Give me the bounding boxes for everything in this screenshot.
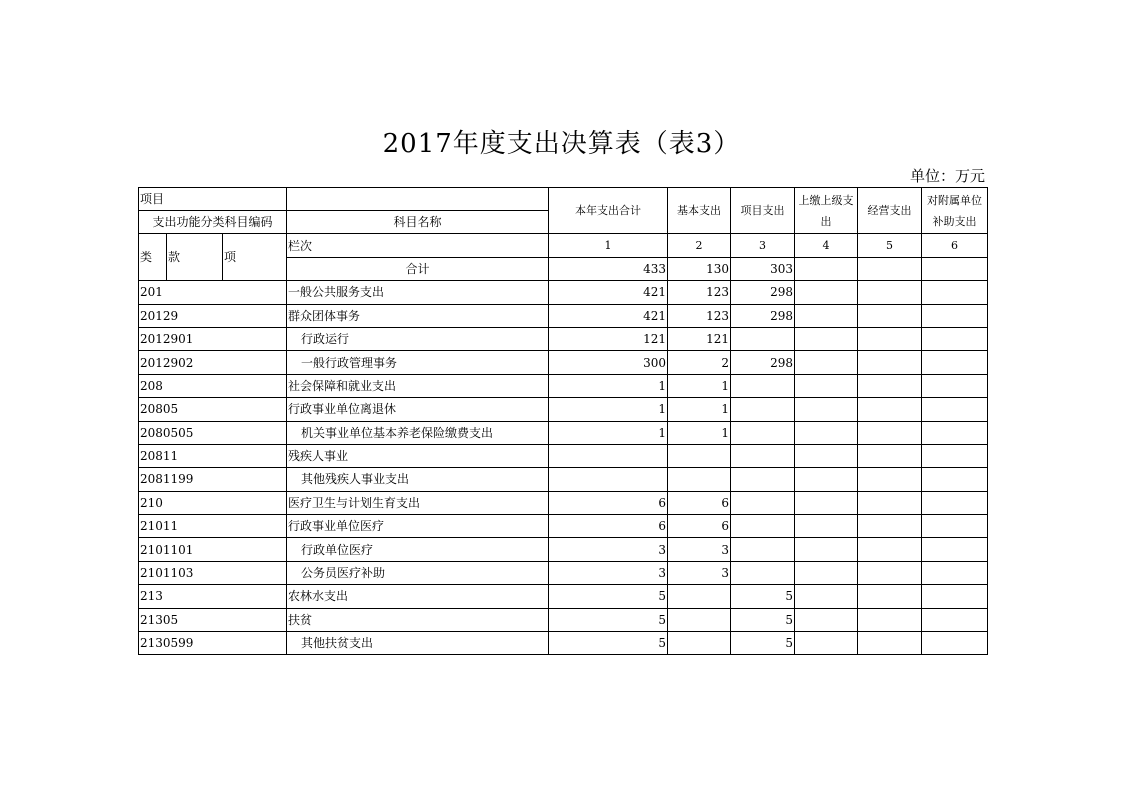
row-subject-name: 行政事业单位医疗: [287, 515, 549, 538]
row-value: [731, 421, 795, 444]
table-row: [139, 421, 988, 444]
row-value: 1: [549, 421, 668, 444]
row-subject-name: 扶贫: [287, 608, 549, 631]
row-value: [922, 538, 988, 561]
total-value: [858, 257, 922, 280]
row-value: 3: [549, 561, 668, 584]
row-value: [858, 515, 922, 538]
row-value: [922, 585, 988, 608]
row-value: [858, 468, 922, 491]
row-value: 421: [549, 281, 668, 304]
row-value: [795, 468, 858, 491]
row-value: [795, 561, 858, 584]
col-header-business: 经营支出: [858, 188, 922, 234]
row-code: 20129: [139, 304, 287, 327]
row-value: [795, 374, 858, 397]
row-code: 2081199: [139, 468, 287, 491]
row-value: 298: [731, 351, 795, 374]
row-value: 3: [668, 538, 731, 561]
row-value: [858, 585, 922, 608]
row-value: [795, 398, 858, 421]
row-value: [795, 304, 858, 327]
table-row: [139, 444, 988, 467]
table-row: [139, 281, 988, 304]
row-value: [795, 585, 858, 608]
col-header-basic: 基本支出: [668, 188, 731, 234]
row-subject-name: 一般公共服务支出: [287, 281, 549, 304]
row-value: 1: [549, 398, 668, 421]
row-value: [858, 608, 922, 631]
row-value: [795, 608, 858, 631]
row-value: [922, 632, 988, 655]
row-value: [795, 351, 858, 374]
col-header-project: 项目支出: [731, 188, 795, 234]
row-value: 5: [549, 608, 668, 631]
project-header-spacer: [287, 188, 549, 211]
row-subject-name: 残疾人事业: [287, 444, 549, 467]
row-value: [858, 351, 922, 374]
row-value: [858, 398, 922, 421]
row-value: 1: [668, 421, 731, 444]
row-value: [795, 491, 858, 514]
row-value: [922, 351, 988, 374]
expenditure-table: [138, 187, 988, 655]
row-value: 5: [549, 632, 668, 655]
row-value: [922, 374, 988, 397]
total-value: 303: [731, 257, 795, 280]
row-code: 2080505: [139, 421, 287, 444]
row-value: 1: [668, 398, 731, 421]
row-subject-name: 一般行政管理事务: [287, 351, 549, 374]
row-value: 121: [549, 327, 668, 350]
row-value: [668, 608, 731, 631]
total-value: [795, 257, 858, 280]
row-value: [922, 421, 988, 444]
row-value: 6: [668, 515, 731, 538]
row-value: [731, 327, 795, 350]
row-subject-name: 行政事业单位离退休: [287, 398, 549, 421]
row-subject-name: 其他残疾人事业支出: [287, 468, 549, 491]
row-value: [795, 538, 858, 561]
table-row: [139, 538, 988, 561]
total-value: 433: [549, 257, 668, 280]
row-value: 2: [668, 351, 731, 374]
row-code: 213: [139, 585, 287, 608]
row-value: 5: [731, 585, 795, 608]
row-value: [858, 281, 922, 304]
row-value: [795, 327, 858, 350]
row-value: [922, 281, 988, 304]
col-number: 5: [858, 234, 922, 257]
lanci-header: 栏次: [287, 234, 549, 257]
row-value: 3: [668, 561, 731, 584]
row-value: [731, 374, 795, 397]
row-value: [668, 468, 731, 491]
col-number: 2: [668, 234, 731, 257]
row-value: 298: [731, 281, 795, 304]
row-value: [922, 515, 988, 538]
row-value: 5: [549, 585, 668, 608]
table-row: [139, 327, 988, 350]
row-code: 20805: [139, 398, 287, 421]
col-number: 6: [922, 234, 988, 257]
code-group-header: 支出功能分类科目编码: [139, 211, 287, 234]
row-value: 5: [731, 632, 795, 655]
total-label: 合计: [287, 257, 549, 280]
table-row: [139, 468, 988, 491]
total-value: 130: [668, 257, 731, 280]
table-row: [139, 561, 988, 584]
row-value: [668, 632, 731, 655]
row-value: [858, 444, 922, 467]
row-value: [549, 468, 668, 491]
table-row: [139, 351, 988, 374]
row-value: 123: [668, 304, 731, 327]
row-value: 1: [668, 374, 731, 397]
unit-label: 单位：万元: [909, 167, 985, 185]
kuan-header: 款: [167, 234, 223, 281]
row-code: 208: [139, 374, 287, 397]
row-value: [795, 515, 858, 538]
table-row: [139, 374, 988, 397]
row-code: 21305: [139, 608, 287, 631]
col-number: 4: [795, 234, 858, 257]
table-row: [139, 304, 988, 327]
row-code: 21011: [139, 515, 287, 538]
row-code: 20811: [139, 444, 287, 467]
row-value: [668, 444, 731, 467]
row-value: [922, 491, 988, 514]
table-row: [139, 632, 988, 655]
row-subject-name: 行政运行: [287, 327, 549, 350]
col-header-total: 本年支出合计: [549, 188, 668, 234]
row-value: 6: [549, 515, 668, 538]
row-code: 2101101: [139, 538, 287, 561]
row-value: 3: [549, 538, 668, 561]
row-value: [922, 398, 988, 421]
table-row: [139, 398, 988, 421]
row-value: [795, 444, 858, 467]
row-value: [858, 421, 922, 444]
row-value: [922, 561, 988, 584]
row-subject-name: 公务员医疗补助: [287, 561, 549, 584]
row-code: 2130599: [139, 632, 287, 655]
row-value: [922, 468, 988, 491]
row-value: [922, 444, 988, 467]
subject-name-header: 科目名称: [287, 211, 549, 234]
table-row: [139, 585, 988, 608]
row-subject-name: 农林水支出: [287, 585, 549, 608]
row-value: [795, 281, 858, 304]
row-value: [858, 491, 922, 514]
row-code: 2012902: [139, 351, 287, 374]
row-value: [858, 632, 922, 655]
row-value: [795, 421, 858, 444]
page-title: 2017年度支出决算表（表3）: [382, 129, 741, 159]
table-row: [139, 515, 988, 538]
row-value: 300: [549, 351, 668, 374]
row-value: [668, 585, 731, 608]
row-value: [731, 398, 795, 421]
row-value: [731, 491, 795, 514]
lei-header: 类: [139, 234, 167, 281]
row-value: 123: [668, 281, 731, 304]
row-code: 2101103: [139, 561, 287, 584]
row-value: [922, 608, 988, 631]
table-row: [139, 491, 988, 514]
row-value: 6: [549, 491, 668, 514]
col-header-upper: 上缴上级支出: [795, 188, 858, 234]
row-value: [858, 374, 922, 397]
row-code: 201: [139, 281, 287, 304]
row-value: [731, 515, 795, 538]
row-value: [731, 561, 795, 584]
row-value: [731, 538, 795, 561]
table-row: [139, 608, 988, 631]
row-value: 1: [549, 374, 668, 397]
row-value: [858, 304, 922, 327]
row-value: [549, 444, 668, 467]
row-value: [731, 444, 795, 467]
total-value: [922, 257, 988, 280]
row-value: 421: [549, 304, 668, 327]
row-code: 210: [139, 491, 287, 514]
project-header: 项目: [139, 188, 287, 211]
row-value: 298: [731, 304, 795, 327]
row-value: 5: [731, 608, 795, 631]
row-subject-name: 机关事业单位基本养老保险缴费支出: [287, 421, 549, 444]
row-value: [858, 538, 922, 561]
row-value: [858, 561, 922, 584]
row-value: 6: [668, 491, 731, 514]
row-code: 2012901: [139, 327, 287, 350]
row-subject-name: 其他扶贫支出: [287, 632, 549, 655]
row-value: [731, 468, 795, 491]
row-subject-name: 社会保障和就业支出: [287, 374, 549, 397]
xiang-header: 项: [223, 234, 287, 281]
row-subject-name: 群众团体事务: [287, 304, 549, 327]
col-number: 3: [731, 234, 795, 257]
row-subject-name: 行政单位医疗: [287, 538, 549, 561]
row-value: [858, 327, 922, 350]
row-value: 121: [668, 327, 731, 350]
row-value: [795, 632, 858, 655]
col-header-subsidiary: 对附属单位补助支出: [922, 188, 988, 234]
row-subject-name: 医疗卫生与计划生育支出: [287, 491, 549, 514]
col-number: 1: [549, 234, 668, 257]
row-value: [922, 327, 988, 350]
row-value: [922, 304, 988, 327]
